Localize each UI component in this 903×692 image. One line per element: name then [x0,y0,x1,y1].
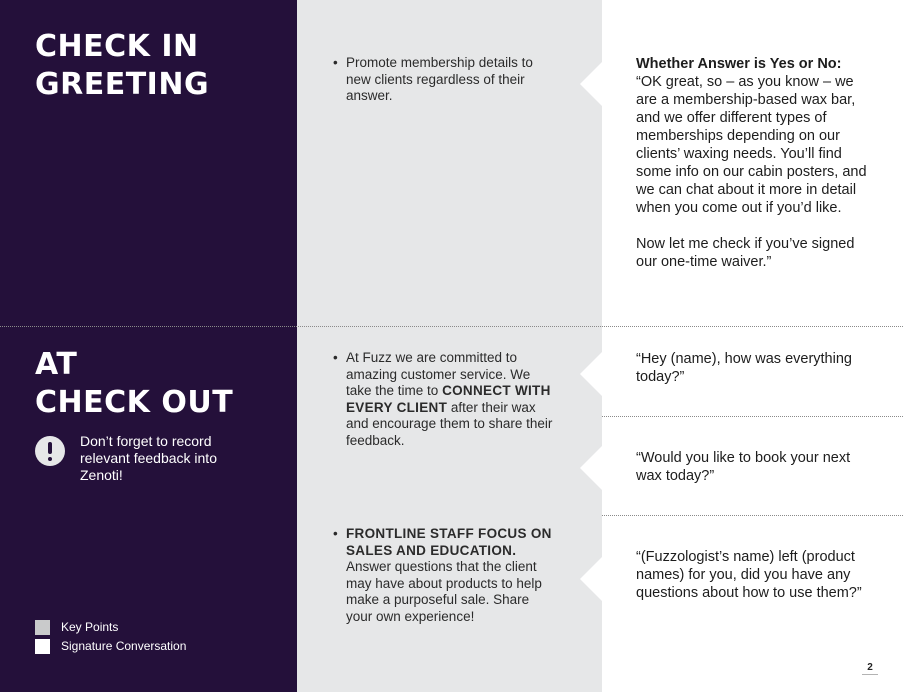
check-in-key-point: • Promote membership details to new clients regardless of their answer. [333,55,556,105]
reminder-text: Don’t forget to record relevant feedback into Zenoti! [80,433,217,483]
script-closing: Now let me check if you’ve signed our one-time waiver.” [636,236,855,270]
exclamation-icon [35,436,65,466]
page-number: 2 [862,662,878,675]
script-body: “OK great, so – as you know – we are a membership-based wax bar, and we offer different types of memberships depending on our clients’ waxing needs. You’ll find some info on our cabin posters, and we can chat about it more in detail when you come out if you’d like. [636,74,867,216]
pointer-notch-checkout-2 [580,446,602,490]
check-in-script [636,55,876,271]
checkout-quote-2: “Would you like to book your next wax today?” [636,450,851,484]
signature-conversation-swatch [35,639,50,654]
checkout-quote-1: “Hey (name), how was everything today?” [636,351,852,385]
script-heading: Whether Answer is Yes or No: [636,56,842,72]
check-out-title: AT CHECK OUT [35,347,234,420]
quote-divider-1 [602,416,903,417]
legend-label-signature-conversation: Signature Conversation [61,639,187,653]
pointer-notch-checkout-1 [580,352,602,396]
section-divider [0,326,903,327]
key-points-swatch [35,620,50,635]
check-in-title: CHECK IN GREETING [35,29,210,102]
pointer-notch-checkin [580,62,602,106]
legend-label-key-points: Key Points [61,620,119,634]
quote-divider-2 [602,515,903,516]
checkout-key-point-sales: • FRONTLINE STAFF FOCUS ON SALES AND EDUCATION. Answer questions that the client may have about products to help make a purposeful sale. Share your own experience! [333,526,556,625]
checkout-quote-3: “(Fuzzologist’s name) left (product names) for you, did you have any questions about how to use them?” [636,549,862,601]
checkout-key-point-service: • At Fuzz we are committed to amazing customer service. We take the time to CONNECT WITH EVERY CLIENT after their wax and encourage them to share their feedback. [333,350,556,449]
pointer-notch-checkout-3 [580,557,602,601]
